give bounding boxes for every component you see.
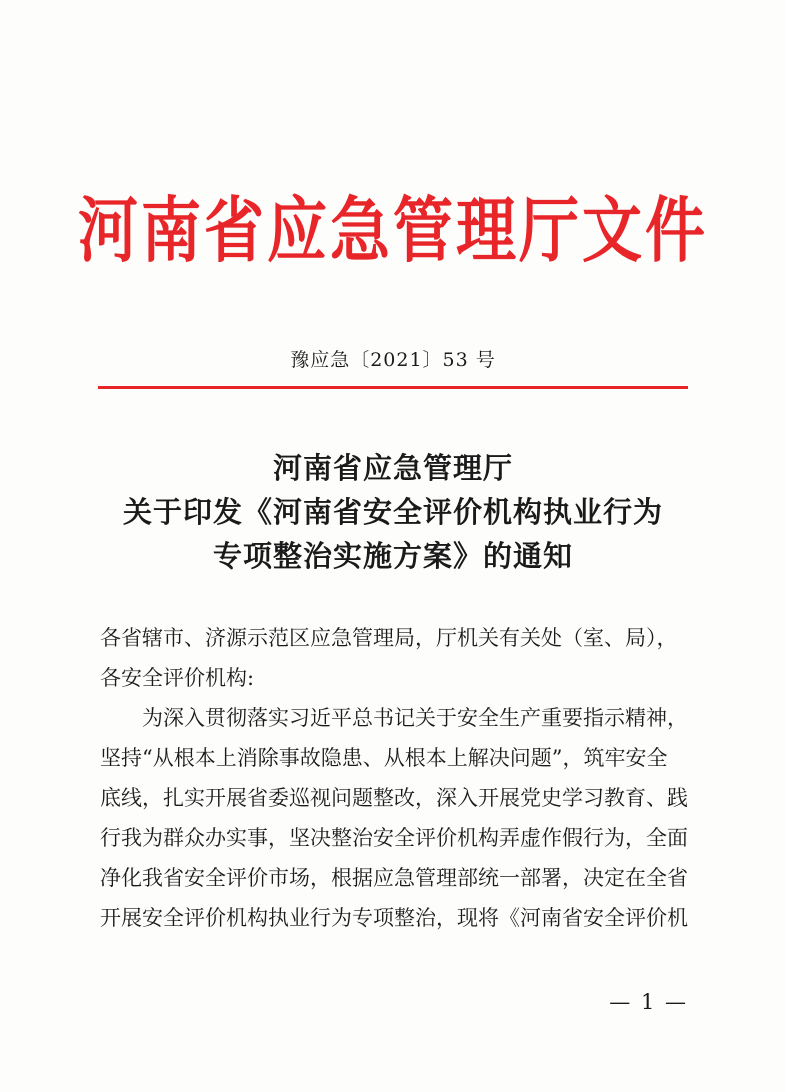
- title-line-2: 关于印发《河南省安全评价机构执业行为: [122, 495, 663, 529]
- notice-title: [0, 446, 786, 578]
- paragraph-line-6: 开展安全评价机构执业行为专项整治，现将《河南省安全评价机: [100, 906, 688, 930]
- document-number: 豫应急〔2021〕53 号: [290, 349, 496, 371]
- addressee-line-1: 各省辖市、济源示范区应急管理局，厅机关有关处（室、局），: [100, 626, 678, 650]
- paragraph-line-3: 底线，扎实开展省委巡视问题整改，深入开展党史学习教育、践: [100, 786, 688, 810]
- title-line-1: 河南省应急管理厅: [272, 451, 513, 485]
- title-line-3: 专项整治实施方案》的通知: [212, 539, 573, 573]
- paragraph-line-1: 为深入贯彻落实习近平总书记关于安全生产重要指示精神，: [142, 706, 688, 730]
- paragraph-line-5: 净化我省安全评价市场，根据应急管理部统一部署，决定在全省: [100, 866, 688, 890]
- addressee-line-2: 各安全评价机构:: [100, 666, 255, 690]
- red-separator-rule: [98, 386, 688, 389]
- paragraph-line-2: 坚持“从根本上消除事故隐患、从根本上解决问题”，筑牢安全: [100, 746, 668, 770]
- paragraph-line-4: 行我为群众办实事，坚决整治安全评价机构弄虚作假行为，全面: [100, 826, 688, 850]
- masthead-title: 河南省应急管理厅文件: [78, 190, 708, 273]
- page-number: — 1 —: [609, 990, 688, 1014]
- body-text: [100, 618, 688, 938]
